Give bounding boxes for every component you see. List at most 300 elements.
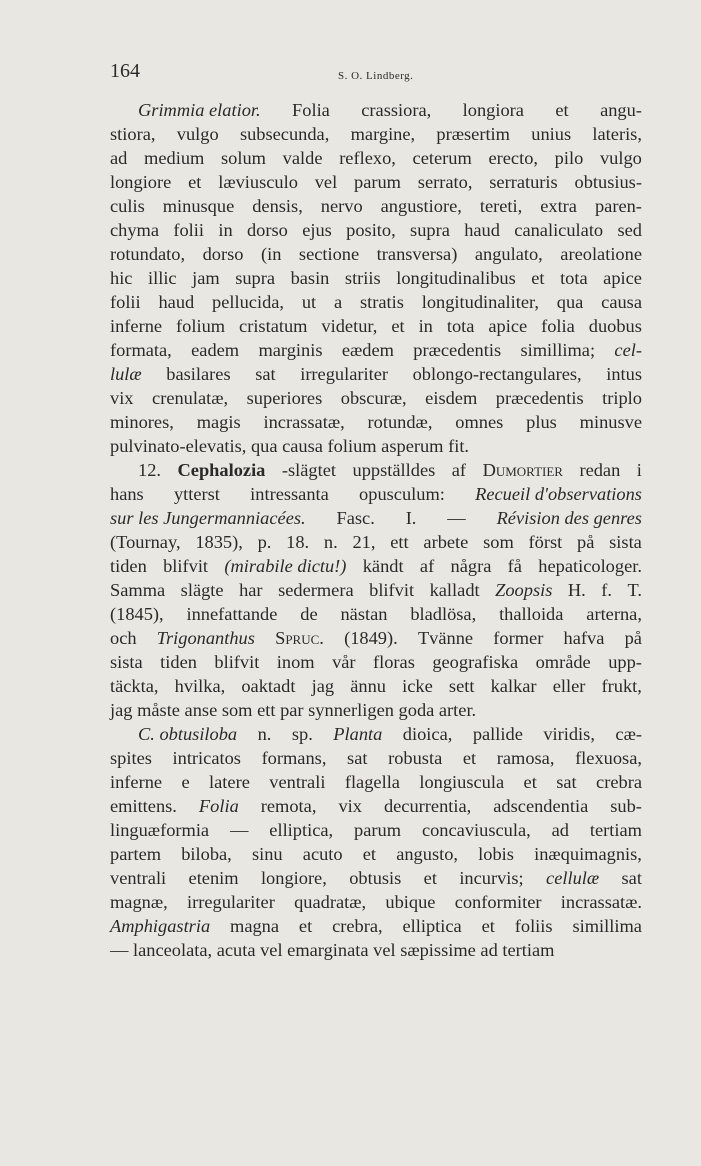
- word: eisdem: [425, 388, 478, 408]
- word: formans,: [261, 748, 327, 768]
- word: latere: [209, 772, 250, 792]
- word: et: [555, 100, 569, 120]
- word: ejus: [302, 220, 332, 240]
- word: vix: [338, 796, 362, 816]
- word: hvilka,: [174, 676, 226, 696]
- word: magnæ,: [110, 892, 168, 912]
- word: incrassatæ.: [560, 892, 642, 912]
- word: ventrali: [110, 868, 167, 888]
- text-segment: Amphigastria: [110, 916, 211, 936]
- word: eadem: [191, 340, 240, 360]
- word: et: [423, 868, 437, 888]
- word: vår: [332, 652, 356, 672]
- word: biloba,: [181, 844, 232, 864]
- word: præsertim: [436, 124, 510, 144]
- word: foliis: [514, 916, 553, 936]
- word: plus: [526, 412, 557, 432]
- text-line: [110, 866, 642, 890]
- text-line: [110, 266, 642, 290]
- word: et: [188, 172, 202, 192]
- text-line: [110, 770, 642, 794]
- word: floras: [373, 652, 415, 672]
- word: stratis: [359, 292, 404, 312]
- word: vel: [314, 172, 338, 192]
- word: dorso: [202, 244, 244, 264]
- text-line: [110, 818, 642, 842]
- word: arbete: [423, 532, 469, 552]
- word: acuto: [302, 844, 343, 864]
- word: inæquimagnis,: [534, 844, 642, 864]
- word: obscuræ,: [340, 388, 407, 408]
- word: tereti,: [479, 196, 523, 216]
- word: (Tournay,: [110, 532, 181, 552]
- text-line: [110, 674, 642, 698]
- word: linguæformia: [110, 820, 210, 840]
- word: ett: [390, 532, 409, 552]
- word: tota: [560, 268, 588, 288]
- word: rotundato,: [110, 244, 186, 264]
- text-segment: Dumortier: [482, 460, 563, 480]
- text-line: [110, 626, 642, 650]
- word: Tvänne: [417, 628, 474, 648]
- text-line: [110, 890, 642, 914]
- word: p.: [257, 532, 272, 552]
- word: på: [577, 532, 595, 552]
- text-segment: Recueil d'observations: [475, 484, 642, 504]
- word: haud: [464, 220, 500, 240]
- word: tiden: [110, 556, 147, 576]
- text-line: [110, 530, 642, 554]
- word: crenulatæ,: [152, 388, 229, 408]
- text-line: [110, 602, 642, 626]
- word: först: [528, 532, 563, 552]
- word: subsecunda,: [239, 124, 330, 144]
- word: dioica,: [402, 724, 453, 744]
- word: sat: [347, 748, 368, 768]
- word: margine,: [350, 124, 416, 144]
- word: tota: [446, 316, 475, 336]
- word: incurvis;: [459, 868, 524, 888]
- text-segment: Cephalozia: [177, 460, 266, 480]
- word: pallide: [472, 724, 523, 744]
- word: videtur,: [321, 316, 378, 336]
- page-body: [110, 98, 642, 962]
- word: lateris,: [592, 124, 642, 144]
- text-line: [110, 290, 642, 314]
- word: ännu: [350, 676, 386, 696]
- text-line: [110, 386, 642, 410]
- word: crassiora,: [361, 100, 432, 120]
- text-line: [110, 578, 642, 602]
- word: hafva: [563, 628, 605, 648]
- word: blifvit: [369, 580, 415, 600]
- word: qua: [556, 292, 584, 312]
- word: uppställdes: [352, 460, 436, 480]
- word: n.: [323, 532, 338, 552]
- word: hepaticologer.: [538, 556, 642, 576]
- word: apice: [488, 316, 528, 336]
- word: basin: [290, 268, 330, 288]
- word: intus: [606, 364, 642, 384]
- word: elliptica: [402, 916, 462, 936]
- word: Fasc.: [336, 508, 375, 528]
- word: flexuosa,: [575, 748, 642, 768]
- word: 21,: [352, 532, 376, 552]
- text-line: [110, 122, 642, 146]
- word: sedermera: [278, 580, 354, 600]
- word: unius: [531, 124, 572, 144]
- word: culis: [110, 196, 145, 216]
- word: cæ-: [615, 724, 642, 744]
- word: minusve: [579, 412, 642, 432]
- word: sinu: [251, 844, 283, 864]
- word: erecto,: [488, 148, 538, 168]
- word: geografiska: [432, 652, 519, 672]
- word: ceterum: [412, 148, 472, 168]
- word: eller: [552, 676, 586, 696]
- text-line: [110, 722, 642, 746]
- paragraph: [110, 458, 642, 722]
- word: på: [624, 628, 642, 648]
- word: opusculum:: [359, 484, 445, 504]
- text-segment: Spruc.: [275, 628, 324, 648]
- text-segment: pulvinato-elevatis, qua causa folium asperum fit.: [110, 436, 470, 456]
- text-line: [110, 338, 642, 362]
- word: frukt,: [601, 676, 642, 696]
- word: chyma: [110, 220, 160, 240]
- text-line: [110, 434, 642, 458]
- word: crebra,: [332, 916, 383, 936]
- running-head: S. O. Lindberg.: [338, 70, 414, 82]
- word: (in: [260, 244, 282, 264]
- word: parum: [354, 172, 401, 192]
- word: jam: [192, 268, 220, 288]
- word: -slägtet: [281, 460, 337, 480]
- word: hic: [110, 268, 133, 288]
- word: in: [218, 220, 233, 240]
- text-line: [110, 218, 642, 242]
- word: sat: [556, 772, 577, 792]
- word: longitudinalibus: [396, 268, 516, 288]
- word: conformiter: [454, 892, 542, 912]
- word: T.: [627, 580, 642, 600]
- word: parum: [354, 820, 402, 840]
- word: sub-: [610, 796, 642, 816]
- word: angu-: [600, 100, 642, 120]
- text-line: [110, 314, 642, 338]
- word: simillima: [572, 916, 642, 936]
- word: decurrentia,: [383, 796, 472, 816]
- text-segment: Grimmia elatior.: [138, 100, 261, 120]
- word: af: [451, 460, 467, 480]
- word: H.: [567, 580, 586, 600]
- word: apice: [603, 268, 642, 288]
- word: adscendentia: [493, 796, 589, 816]
- word: kalladt: [429, 580, 480, 600]
- word: præcedentis: [495, 388, 584, 408]
- word: magis: [196, 412, 241, 432]
- word: minusque: [162, 196, 235, 216]
- word: extra: [540, 196, 577, 216]
- text-segment: cel-: [614, 340, 642, 360]
- word: ut: [301, 292, 317, 312]
- word: upp-: [608, 652, 642, 672]
- word: serraturis: [489, 172, 558, 192]
- word: etenim: [188, 868, 239, 888]
- word: reflexo,: [339, 148, 396, 168]
- text-segment: Planta: [333, 724, 383, 744]
- word: basilares: [166, 364, 231, 384]
- word: irregulariter: [187, 892, 275, 912]
- word: lobis: [478, 844, 514, 864]
- word: cristatum: [239, 316, 308, 336]
- word: n.: [257, 724, 272, 744]
- word: 18.: [286, 532, 310, 552]
- word: har: [239, 580, 263, 600]
- word: angusto,: [396, 844, 459, 864]
- word: vulgo: [176, 124, 219, 144]
- word: ytterst: [173, 484, 220, 504]
- text-line: [110, 410, 642, 434]
- word: former: [493, 628, 544, 648]
- word: blifvit: [163, 556, 209, 576]
- text-line: [110, 746, 642, 770]
- word: sat: [621, 868, 642, 888]
- word: vulgo: [599, 148, 642, 168]
- word: viridis,: [543, 724, 595, 744]
- word: hans: [110, 484, 144, 504]
- word: sed: [617, 220, 642, 240]
- word: pellucida,: [212, 292, 285, 312]
- word: sista: [609, 532, 642, 552]
- text-segment: lulæ: [110, 364, 142, 384]
- word: densis,: [252, 196, 303, 216]
- word: partem: [110, 844, 162, 864]
- word: slägte: [180, 580, 224, 600]
- word: rotundæ,: [367, 412, 433, 432]
- word: triplo: [602, 388, 642, 408]
- word: ventrali: [269, 772, 326, 792]
- text-line: [110, 938, 642, 962]
- paragraph: [110, 722, 642, 962]
- word: et: [481, 916, 495, 936]
- word: et: [531, 268, 545, 288]
- word: obtusius-: [574, 172, 642, 192]
- word: striis: [344, 268, 381, 288]
- word: Folia: [292, 100, 330, 120]
- word: longiuscula: [419, 772, 505, 792]
- word: de: [300, 604, 318, 624]
- text-line: [110, 698, 642, 722]
- text-line: [110, 794, 642, 818]
- word: —: [447, 508, 466, 528]
- word: område: [535, 652, 591, 672]
- text-segment: sur les Jungermanniacées.: [110, 508, 306, 528]
- word: crebra: [596, 772, 642, 792]
- text-segment: Folia: [198, 796, 239, 816]
- text-line: [110, 242, 642, 266]
- word: thalloida: [499, 604, 564, 624]
- word: folium: [176, 316, 226, 336]
- text-line: [110, 170, 642, 194]
- word: solum: [221, 148, 266, 168]
- word: elliptica,: [269, 820, 334, 840]
- word: folii: [173, 220, 205, 240]
- word: kändt: [362, 556, 404, 576]
- word: vix: [110, 388, 134, 408]
- word: och: [110, 628, 137, 648]
- word: tiden: [160, 652, 197, 672]
- word: Samma: [110, 580, 166, 600]
- word: illic: [147, 268, 177, 288]
- word: remota,: [260, 796, 317, 816]
- word: a: [333, 292, 343, 312]
- word: eædem: [341, 340, 394, 360]
- word: bladlösa,: [410, 604, 477, 624]
- text-line: [110, 554, 642, 578]
- word: folia: [541, 316, 575, 336]
- word: haud: [158, 292, 195, 312]
- text-line: [110, 194, 642, 218]
- word: longitudinaliter,: [421, 292, 539, 312]
- text-line: [110, 482, 642, 506]
- word: några: [450, 556, 492, 576]
- word: læviusculo: [218, 172, 298, 192]
- text-segment: C. obtusiloba: [138, 724, 238, 744]
- word: I.: [405, 508, 417, 528]
- word: blifvit: [214, 652, 260, 672]
- word: 1835),: [195, 532, 243, 552]
- word: intricatos: [172, 748, 241, 768]
- word: incrassatæ,: [263, 412, 345, 432]
- word: 12.: [138, 460, 161, 480]
- word: —: [230, 820, 249, 840]
- text-segment: Trigonanthus: [156, 628, 255, 648]
- word: arterna,: [586, 604, 642, 624]
- word: ad: [551, 820, 569, 840]
- word: sp.: [291, 724, 313, 744]
- word: dorso: [246, 220, 288, 240]
- word: jag: [311, 676, 335, 696]
- word: få: [507, 556, 522, 576]
- word: causa: [601, 292, 642, 312]
- text-segment: Zoopsis: [495, 580, 553, 600]
- page-header: [110, 60, 641, 90]
- paragraph: [110, 98, 642, 458]
- word: et: [523, 772, 537, 792]
- text-line: [110, 98, 642, 122]
- word: som: [483, 532, 514, 552]
- word: spites: [110, 748, 152, 768]
- word: ubique: [385, 892, 436, 912]
- text-segment: — lanceolata, acuta vel emarginata vel sæpissime ad tertiam: [110, 940, 555, 960]
- word: supra: [410, 220, 450, 240]
- word: oaktadt: [241, 676, 296, 696]
- word: magna: [230, 916, 280, 936]
- text-line: [110, 842, 642, 866]
- word: intressanta: [250, 484, 329, 504]
- word: nervo: [320, 196, 363, 216]
- word: et: [362, 844, 377, 864]
- word: simillima;: [520, 340, 596, 360]
- word: in: [418, 316, 433, 336]
- text-line: [110, 458, 642, 482]
- word: (1849).: [344, 628, 398, 648]
- word: duobus: [588, 316, 642, 336]
- word: stiora,: [110, 124, 156, 144]
- word: f.: [601, 580, 612, 600]
- word: sista: [110, 652, 143, 672]
- word: tertiam: [589, 820, 642, 840]
- word: (1845),: [110, 604, 164, 624]
- word: transversa): [376, 244, 458, 264]
- word: medium: [144, 148, 205, 168]
- word: angulato,: [474, 244, 543, 264]
- word: præcedentis: [413, 340, 502, 360]
- word: flagella: [344, 772, 400, 792]
- word: angustiore,: [380, 196, 462, 216]
- word: nästan: [340, 604, 388, 624]
- word: longiore: [110, 172, 172, 192]
- page-number: 164: [110, 60, 140, 82]
- word: inferne: [110, 772, 163, 792]
- word: emittens.: [110, 796, 177, 816]
- text-line: [110, 146, 642, 170]
- word: icke: [402, 676, 433, 696]
- word: marginis: [258, 340, 323, 360]
- word: irregulariter: [300, 364, 389, 384]
- word: ramosa,: [496, 748, 555, 768]
- word: sett: [448, 676, 475, 696]
- word: minores,: [110, 412, 174, 432]
- word: canaliculato: [514, 220, 604, 240]
- word: supra: [235, 268, 276, 288]
- word: formata,: [110, 340, 172, 360]
- text-line: [110, 914, 642, 938]
- word: obtusis: [349, 868, 402, 888]
- word: areolatione: [560, 244, 642, 264]
- word: ad: [110, 148, 128, 168]
- word: longiora: [462, 100, 524, 120]
- word: inom: [276, 652, 315, 672]
- word: et: [391, 316, 405, 336]
- word: paren-: [594, 196, 642, 216]
- word: af: [419, 556, 435, 576]
- word: et: [462, 748, 477, 768]
- word: inferne: [110, 316, 163, 336]
- word: posito,: [346, 220, 396, 240]
- word: folii: [110, 292, 141, 312]
- word: sectione: [298, 244, 360, 264]
- word: valde: [282, 148, 323, 168]
- word: kalkar: [490, 676, 537, 696]
- text-segment: cellulæ: [546, 868, 600, 888]
- text-segment: Révision des genres: [496, 508, 642, 528]
- word: pilo: [554, 148, 584, 168]
- word: et: [298, 916, 313, 936]
- text-line: [110, 650, 642, 674]
- text-line: [110, 506, 642, 530]
- word: oblongo-rectangulares,: [412, 364, 582, 384]
- text-segment: jag måste anse som ett par synnerligen goda arter.: [110, 700, 477, 720]
- word: superiores: [246, 388, 323, 408]
- word: serrato,: [417, 172, 473, 192]
- word: concaviuscula,: [421, 820, 531, 840]
- word: longiore,: [260, 868, 327, 888]
- word: innefattande: [186, 604, 278, 624]
- word: omnes: [455, 412, 504, 432]
- word: robusta: [388, 748, 443, 768]
